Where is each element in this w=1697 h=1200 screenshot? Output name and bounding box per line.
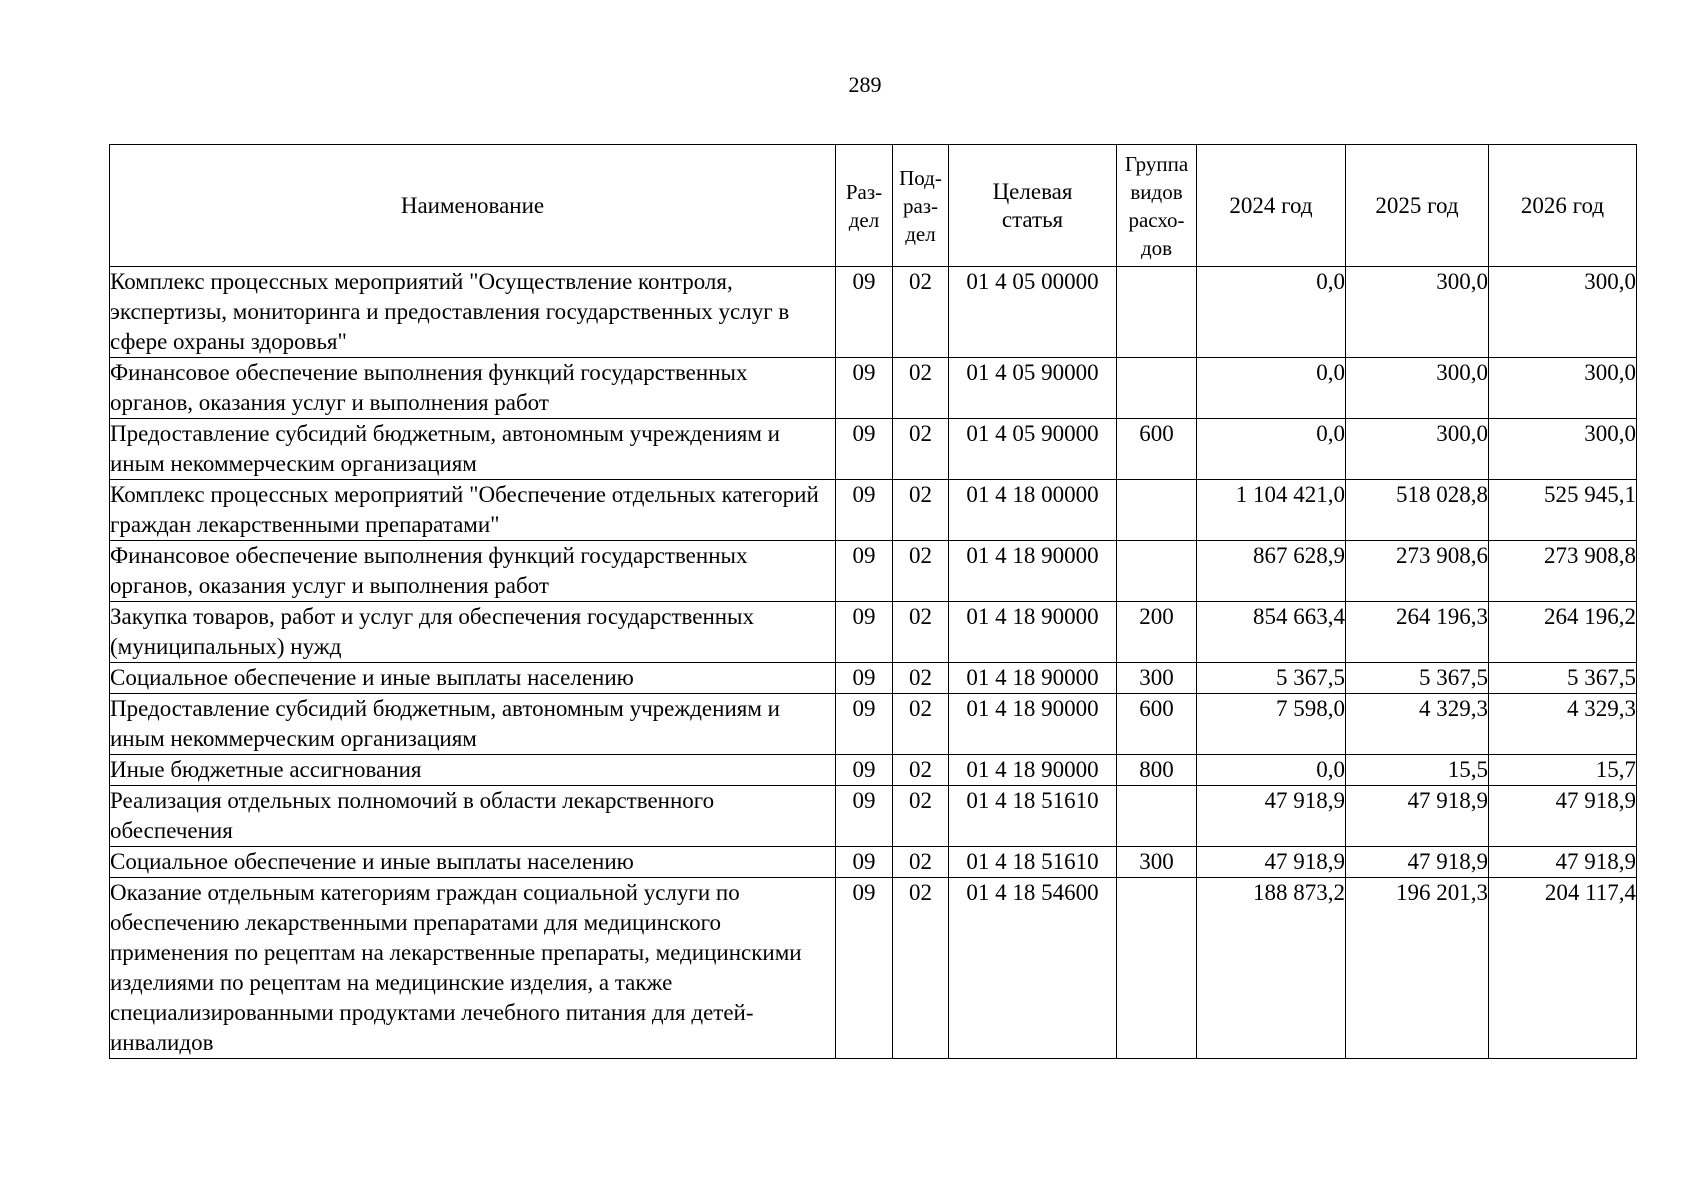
header-razdel: Раз- дел (836, 145, 893, 267)
cell-2025: 47 918,9 (1346, 786, 1489, 847)
cell-razdel: 09 (836, 602, 893, 663)
cell-razdel: 09 (836, 419, 893, 480)
cell-2026: 300,0 (1489, 267, 1637, 358)
cell-group: 300 (1117, 663, 1197, 694)
cell-razdel: 09 (836, 847, 893, 878)
cell-2025: 300,0 (1346, 267, 1489, 358)
cell-target: 01 4 18 51610 (949, 847, 1117, 878)
cell-2025: 5 367,5 (1346, 663, 1489, 694)
cell-razdel: 09 (836, 480, 893, 541)
cell-2026: 300,0 (1489, 358, 1637, 419)
cell-name: Иные бюджетные ассигнования (110, 755, 836, 786)
budget-table (109, 144, 1637, 1059)
table-row (110, 878, 1637, 1059)
cell-group: 600 (1117, 419, 1197, 480)
cell-2024: 5 367,5 (1197, 663, 1346, 694)
cell-2026: 47 918,9 (1489, 786, 1637, 847)
cell-podrazdel: 02 (893, 663, 949, 694)
cell-2024: 47 918,9 (1197, 786, 1346, 847)
cell-razdel: 09 (836, 358, 893, 419)
cell-2025: 300,0 (1346, 358, 1489, 419)
cell-name: Оказание отдельным категориям граждан социальной услуги по обеспечению лекарственными препаратами для медицинского применения по рецептам на лекарственные препараты, медицинскими изделиями по рецептам на медицинские изделия, а также специализированными продуктами лечебного питания для детей-инвалидов (110, 878, 836, 1059)
cell-podrazdel: 02 (893, 878, 949, 1059)
cell-razdel: 09 (836, 755, 893, 786)
cell-podrazdel: 02 (893, 267, 949, 358)
header-2024: 2024 год (1197, 145, 1346, 267)
cell-2024: 188 873,2 (1197, 878, 1346, 1059)
cell-name: Социальное обеспечение и иные выплаты населению (110, 847, 836, 878)
cell-2024: 0,0 (1197, 419, 1346, 480)
cell-2024: 0,0 (1197, 755, 1346, 786)
cell-name: Предоставление субсидий бюджетным, автономным учреждениям и иным некоммерческим организациям (110, 694, 836, 755)
cell-razdel: 09 (836, 663, 893, 694)
cell-2024: 47 918,9 (1197, 847, 1346, 878)
cell-2025: 300,0 (1346, 419, 1489, 480)
cell-group: 800 (1117, 755, 1197, 786)
cell-2024: 0,0 (1197, 267, 1346, 358)
cell-2026: 5 367,5 (1489, 663, 1637, 694)
cell-name: Комплекс процессных мероприятий "Обеспечение отдельных категорий граждан лекарственными препаратами" (110, 480, 836, 541)
cell-target: 01 4 05 00000 (949, 267, 1117, 358)
header-2026: 2026 год (1489, 145, 1637, 267)
cell-podrazdel: 02 (893, 358, 949, 419)
cell-group: 200 (1117, 602, 1197, 663)
cell-podrazdel: 02 (893, 602, 949, 663)
cell-razdel: 09 (836, 541, 893, 602)
cell-name: Финансовое обеспечение выполнения функций государственных органов, оказания услуг и выполнения работ (110, 358, 836, 419)
cell-2024: 1 104 421,0 (1197, 480, 1346, 541)
cell-target: 01 4 18 90000 (949, 602, 1117, 663)
cell-group: 600 (1117, 694, 1197, 755)
cell-group (1117, 480, 1197, 541)
cell-2026: 273 908,8 (1489, 541, 1637, 602)
cell-group (1117, 267, 1197, 358)
table-row (110, 602, 1637, 663)
table-row (110, 267, 1637, 358)
cell-group: 300 (1117, 847, 1197, 878)
header-2025: 2025 год (1346, 145, 1489, 267)
cell-target: 01 4 18 90000 (949, 541, 1117, 602)
cell-target: 01 4 18 90000 (949, 694, 1117, 755)
table-row (110, 694, 1637, 755)
page-number: 289 (848, 72, 882, 97)
cell-2025: 264 196,3 (1346, 602, 1489, 663)
cell-2025: 47 918,9 (1346, 847, 1489, 878)
cell-2024: 0,0 (1197, 358, 1346, 419)
cell-podrazdel: 02 (893, 694, 949, 755)
cell-2026: 204 117,4 (1489, 878, 1637, 1059)
table-row (110, 786, 1637, 847)
cell-name: Закупка товаров, работ и услуг для обеспечения государственных (муниципальных) нужд (110, 602, 836, 663)
cell-2026: 525 945,1 (1489, 480, 1637, 541)
cell-name: Реализация отдельных полномочий в области лекарственного обеспечения (110, 786, 836, 847)
cell-target: 01 4 05 90000 (949, 419, 1117, 480)
cell-razdel: 09 (836, 878, 893, 1059)
table-row (110, 358, 1637, 419)
cell-name: Финансовое обеспечение выполнения функций государственных органов, оказания услуг и выполнения работ (110, 541, 836, 602)
header-target: Целевая статья (949, 145, 1117, 267)
cell-name: Предоставление субсидий бюджетным, автономным учреждениям и иным некоммерческим организациям (110, 419, 836, 480)
cell-2025: 196 201,3 (1346, 878, 1489, 1059)
header-row (110, 145, 1637, 267)
header-podrazdel: Под- раз- дел (893, 145, 949, 267)
cell-target: 01 4 18 00000 (949, 480, 1117, 541)
cell-group (1117, 786, 1197, 847)
cell-2025: 4 329,3 (1346, 694, 1489, 755)
header-group: Группа видов расхо- дов (1117, 145, 1197, 267)
cell-razdel: 09 (836, 786, 893, 847)
cell-group (1117, 878, 1197, 1059)
cell-2025: 273 908,6 (1346, 541, 1489, 602)
table-row (110, 663, 1637, 694)
table-body (110, 267, 1637, 1059)
cell-2026: 15,7 (1489, 755, 1637, 786)
cell-group (1117, 358, 1197, 419)
cell-podrazdel: 02 (893, 419, 949, 480)
cell-podrazdel: 02 (893, 755, 949, 786)
table-row (110, 541, 1637, 602)
cell-2026: 264 196,2 (1489, 602, 1637, 663)
table-row (110, 480, 1637, 541)
cell-target: 01 4 18 90000 (949, 755, 1117, 786)
cell-target: 01 4 18 51610 (949, 786, 1117, 847)
cell-podrazdel: 02 (893, 541, 949, 602)
cell-razdel: 09 (836, 694, 893, 755)
cell-target: 01 4 18 54600 (949, 878, 1117, 1059)
cell-2026: 4 329,3 (1489, 694, 1637, 755)
cell-2024: 7 598,0 (1197, 694, 1346, 755)
cell-2024: 854 663,4 (1197, 602, 1346, 663)
cell-target: 01 4 18 90000 (949, 663, 1117, 694)
cell-2025: 518 028,8 (1346, 480, 1489, 541)
cell-2024: 867 628,9 (1197, 541, 1346, 602)
cell-group (1117, 541, 1197, 602)
table-row (110, 419, 1637, 480)
header-name: Наименование (110, 145, 836, 267)
cell-2025: 15,5 (1346, 755, 1489, 786)
cell-podrazdel: 02 (893, 847, 949, 878)
cell-podrazdel: 02 (893, 480, 949, 541)
cell-2026: 300,0 (1489, 419, 1637, 480)
cell-target: 01 4 05 90000 (949, 358, 1117, 419)
cell-name: Комплекс процессных мероприятий "Осуществление контроля, экспертизы, мониторинга и предоставления государственных услуг в сфере охраны здоровья" (110, 267, 836, 358)
cell-razdel: 09 (836, 267, 893, 358)
cell-2026: 47 918,9 (1489, 847, 1637, 878)
table-row (110, 755, 1637, 786)
cell-podrazdel: 02 (893, 786, 949, 847)
cell-name: Социальное обеспечение и иные выплаты населению (110, 663, 836, 694)
table-row (110, 847, 1637, 878)
